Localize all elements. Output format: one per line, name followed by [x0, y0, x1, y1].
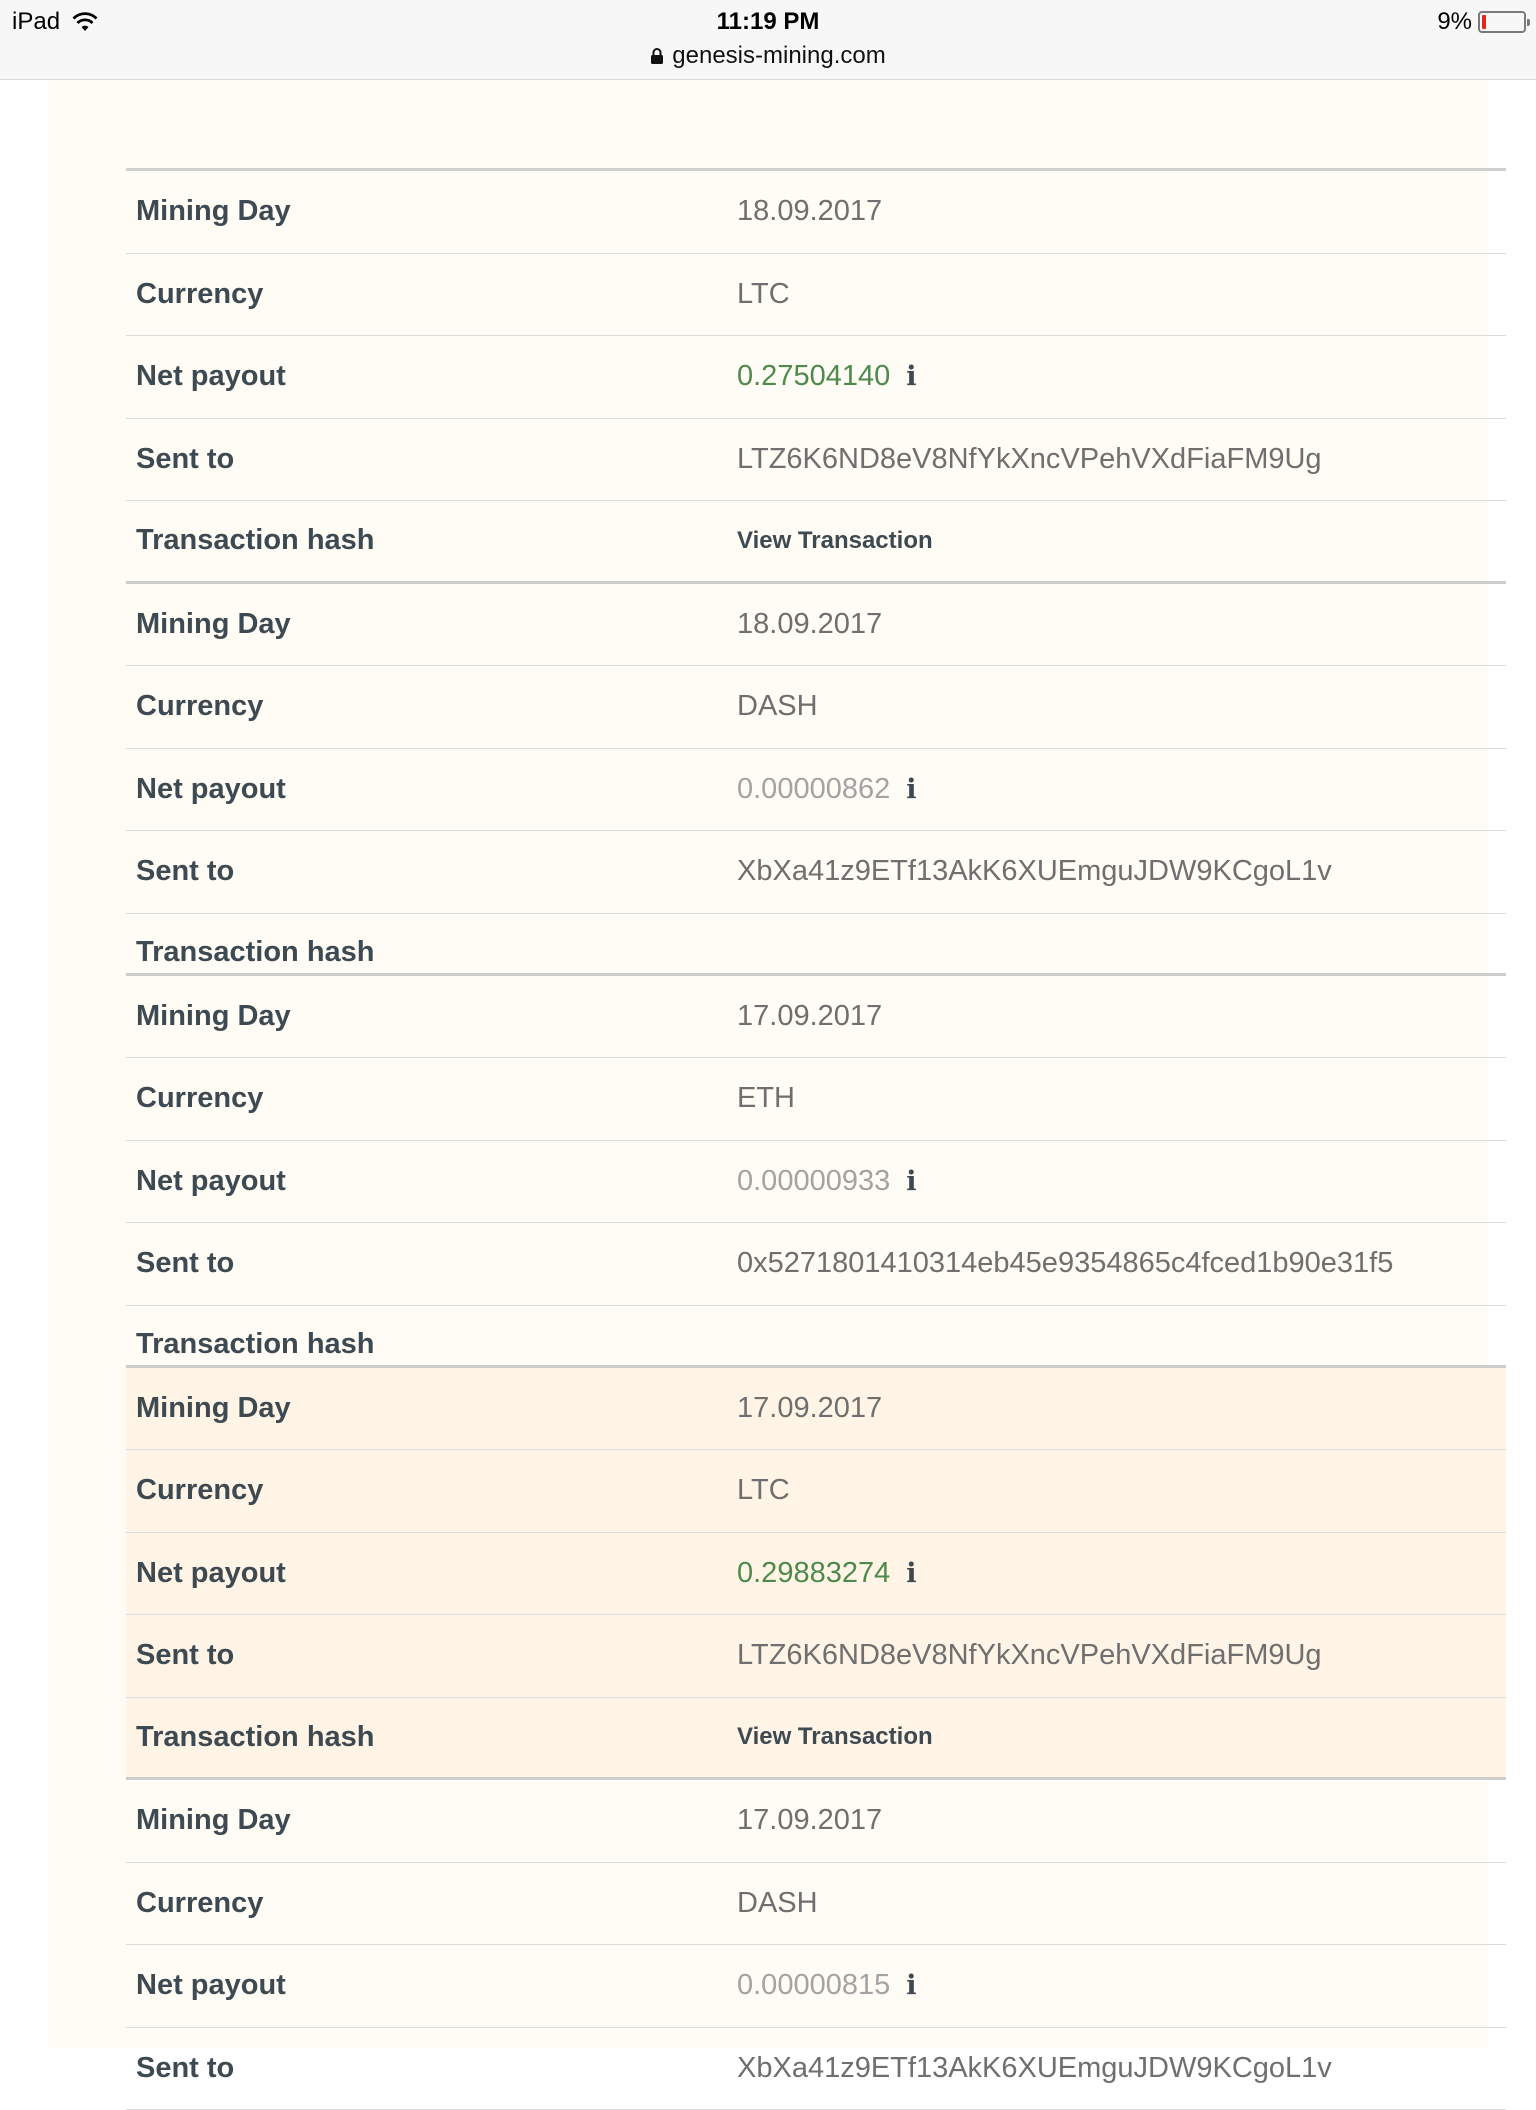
- view-transaction-link[interactable]: View Transaction: [737, 1723, 933, 1751]
- sent-to-label: Sent to: [126, 2052, 737, 2085]
- info-icon[interactable]: i: [906, 361, 916, 392]
- currency-value: DASH: [737, 1887, 818, 1920]
- currency-value: LTC: [737, 278, 790, 311]
- payouts-panel: [48, 80, 1488, 2048]
- info-icon[interactable]: i: [906, 774, 916, 805]
- info-icon[interactable]: i: [906, 1970, 916, 2001]
- net-payout-cell: [737, 1557, 916, 1590]
- currency-label: Currency: [126, 1082, 737, 1115]
- sent-to-row: [126, 1615, 1506, 1698]
- net-payout-cell: [737, 360, 916, 393]
- currency-row: [126, 666, 1506, 749]
- net-payout-row: [126, 1141, 1506, 1224]
- mining-day-value: 17.09.2017: [737, 1392, 882, 1425]
- mining-day-label: Mining Day: [126, 608, 737, 641]
- transaction-hash-label: Transaction hash: [126, 1721, 737, 1754]
- net-payout-row: [126, 1533, 1506, 1616]
- net-payout-row: [126, 749, 1506, 832]
- currency-value: DASH: [737, 690, 818, 723]
- sent-to-label: Sent to: [126, 855, 737, 888]
- net-payout-value: 0.00000815: [737, 1969, 890, 2002]
- sent-to-label: Sent to: [126, 443, 737, 476]
- net-payout-row: [126, 336, 1506, 419]
- wallet-address: LTZ6K6ND8eV8NfYkXncVPehVXdFiaFM9Ug: [737, 1639, 1322, 1672]
- battery-level: [1482, 15, 1486, 29]
- info-icon[interactable]: i: [906, 1166, 916, 1197]
- currency-value: LTC: [737, 1474, 790, 1507]
- net-payout-cell: [737, 773, 916, 806]
- currency-label: Currency: [126, 278, 737, 311]
- mining-day-label: Mining Day: [126, 1000, 737, 1033]
- sent-to-label: Sent to: [126, 1247, 737, 1280]
- net-payout-label: Net payout: [126, 773, 737, 806]
- wallet-address: 0x5271801410314eb45e9354865c4fced1b90e31f5: [737, 1247, 1393, 1280]
- status-right: [1437, 8, 1526, 36]
- battery-icon: [1478, 11, 1526, 33]
- mining-day-value: 17.09.2017: [737, 1000, 882, 1033]
- mining-day-row: [126, 1780, 1506, 1863]
- currency-row: [126, 1058, 1506, 1141]
- net-payout-value: 0.00000862: [737, 773, 890, 806]
- currency-label: Currency: [126, 1474, 737, 1507]
- mining-day-row: [126, 584, 1506, 667]
- sent-to-row: [126, 2028, 1506, 2110]
- battery-percentage: 9%: [1437, 8, 1472, 36]
- net-payout-cell: [737, 1969, 916, 2002]
- address-bar[interactable]: [0, 42, 1536, 70]
- net-payout-label: Net payout: [126, 1969, 737, 2002]
- mining-day-row: [126, 171, 1506, 254]
- net-payout-label: Net payout: [126, 360, 737, 393]
- net-payout-row: [126, 1945, 1506, 2028]
- ios-status-bar: [0, 0, 1536, 80]
- mining-day-label: Mining Day: [126, 195, 737, 228]
- currency-row: [126, 1863, 1506, 1946]
- clock: 11:19 PM: [0, 8, 1536, 36]
- net-payout-label: Net payout: [126, 1165, 737, 1198]
- mining-day-label: Mining Day: [126, 1392, 737, 1425]
- mining-day-label: Mining Day: [126, 1804, 737, 1837]
- transaction-hash-label: Transaction hash: [126, 936, 737, 969]
- mining-day-value: 18.09.2017: [737, 608, 882, 641]
- transaction-hash-row: [126, 914, 1506, 976]
- currency-label: Currency: [126, 1887, 737, 1920]
- currency-value: ETH: [737, 1082, 795, 1115]
- wallet-address: XbXa41z9ETf13AkK6XUEmguJDW9KCgoL1v: [737, 855, 1332, 888]
- sent-to-label: Sent to: [126, 1639, 737, 1672]
- info-icon[interactable]: i: [906, 1558, 916, 1589]
- mining-day-row: [126, 1368, 1506, 1451]
- mining-day-value: 17.09.2017: [737, 1804, 882, 1837]
- transaction-hash-label: Transaction hash: [126, 1328, 737, 1361]
- sent-to-row: [126, 1223, 1506, 1306]
- transaction-hash-label: Transaction hash: [126, 524, 737, 557]
- currency-row: [126, 254, 1506, 337]
- transaction-hash-row: [126, 1306, 1506, 1368]
- net-payout-cell: [737, 1165, 916, 1198]
- net-payout-value: 0.27504140: [737, 360, 890, 393]
- wallet-address: LTZ6K6ND8eV8NfYkXncVPehVXdFiaFM9Ug: [737, 443, 1322, 476]
- sent-to-row: [126, 831, 1506, 914]
- payout-history-table: [126, 168, 1506, 2110]
- device-name: iPad: [12, 8, 60, 36]
- transaction-hash-row: [126, 1698, 1506, 1781]
- mining-day-value: 18.09.2017: [737, 195, 882, 228]
- net-payout-value: 0.29883274: [737, 1557, 890, 1590]
- lock-icon: [650, 47, 664, 65]
- currency-label: Currency: [126, 690, 737, 723]
- sent-to-row: [126, 419, 1506, 502]
- net-payout-value: 0.00000933: [737, 1165, 890, 1198]
- mining-day-row: [126, 976, 1506, 1059]
- wallet-address: XbXa41z9ETf13AkK6XUEmguJDW9KCgoL1v: [737, 2052, 1332, 2085]
- net-payout-label: Net payout: [126, 1557, 737, 1590]
- url-text[interactable]: genesis-mining.com: [672, 42, 885, 70]
- transaction-hash-row: [126, 501, 1506, 584]
- view-transaction-link[interactable]: View Transaction: [737, 527, 933, 555]
- currency-row: [126, 1450, 1506, 1533]
